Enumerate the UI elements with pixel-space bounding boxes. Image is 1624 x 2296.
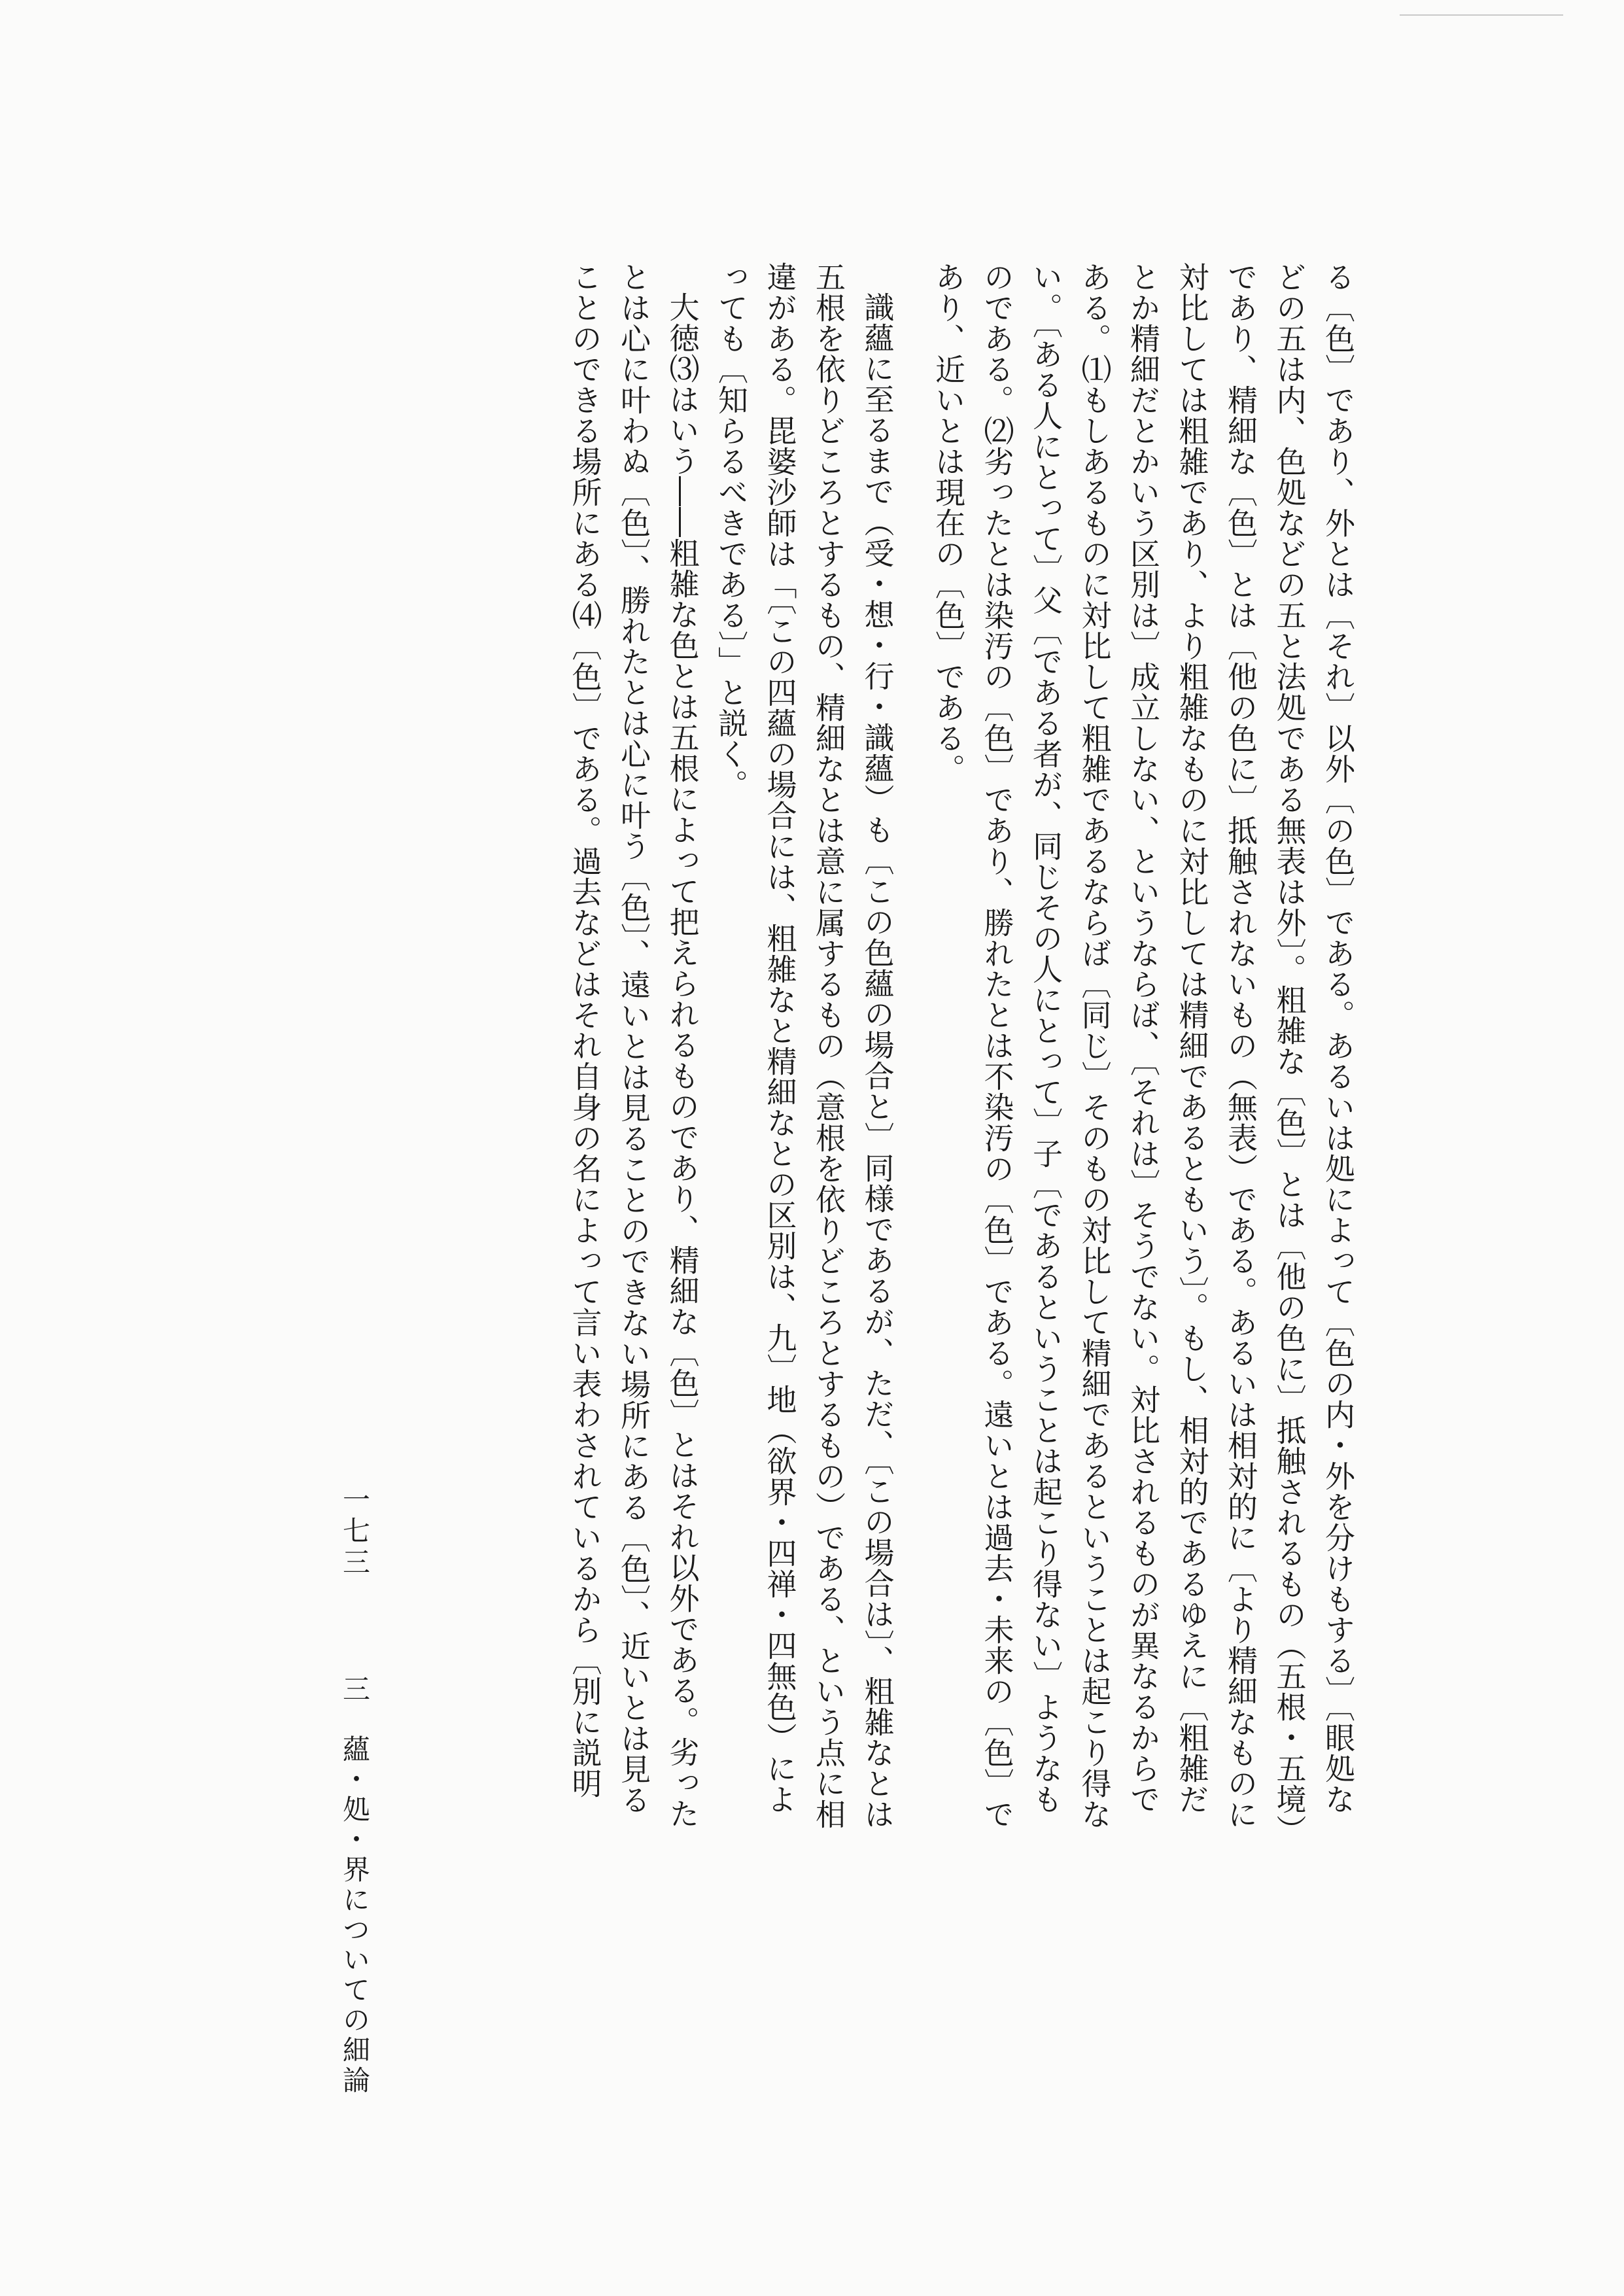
paragraph-3: 大徳⑶はいう――粗雑な色とは五根によって把えられるものであり、精細な〔色〕とはそれ以外である。劣ったとは心に叶わぬ〔色〕、勝れたとは心に叶う〔色〕、遠いとは見ることのできない場所にある〔色〕、近いとは見ることのできる場所にある⑷〔色〕である。過去などはそれ自身の名によって言い表わされているから〔別に説明 <box>567 262 700 1829</box>
paragraph-1: る〔色〕であり、外とは〔それ〕以外〔の色〕である。あるいは処によって〔色の内・外を分けもする〕〔眼処などの五は内、色処などの五と法処である無表は外〕。粗雑な〔色〕とは〔他の色に〕抵触されるもの（五根・五境）であり、精細な〔色〕とは〔他の色に〕抵触されないもの（無表）である。あるいは相対的に〔より精細なものに対比しては粗雑であり、より粗雑なものに対比しては精細であるともいう〕。もし、相対的であるゆえに〔粗雑だとか精細だとかいう区別は〕成立しない、というならば、〔それは〕そうでない。対比されるものが異なるからである。⑴もしあるものに対比して粗雑であるならば〔同じ〕そのもの対比して精細であるということは起こり得ない。〔ある人にとって〕父〔である者が、同じその人にとって〕子〔であるということは起こり得ない〕ようなものである。⑵劣ったとは染汚の〔色〕であり、勝れたとは不染汚の〔色〕である。遠いとは過去・未来の〔色〕であり、近いとは現在の〔色〕である。 <box>931 262 1356 1830</box>
paragraph-2: 識蘊に至るまで（受・想・行・識蘊）も〔この色蘊の場合と〕同様であるが、ただ、〔この場合は〕、粗雑なとは五根を依りどころとするもの、精細なとは意に属するもの（意根を依りどころとするもの）である、という点に相違がある。毘婆沙師は「〔この四蘊の場合には、粗雑なと精細なとの区別は、九〕地（欲界・四禅・四無色）によっても〔知らるべきである〕」と説く。 <box>714 262 895 1830</box>
running-head: 三 蘊・処・界についての細論 <box>339 1675 371 2096</box>
scan-mark <box>1400 14 1563 16</box>
page-number: 一七三 <box>339 1485 371 1579</box>
body-text <box>264 262 1362 1832</box>
